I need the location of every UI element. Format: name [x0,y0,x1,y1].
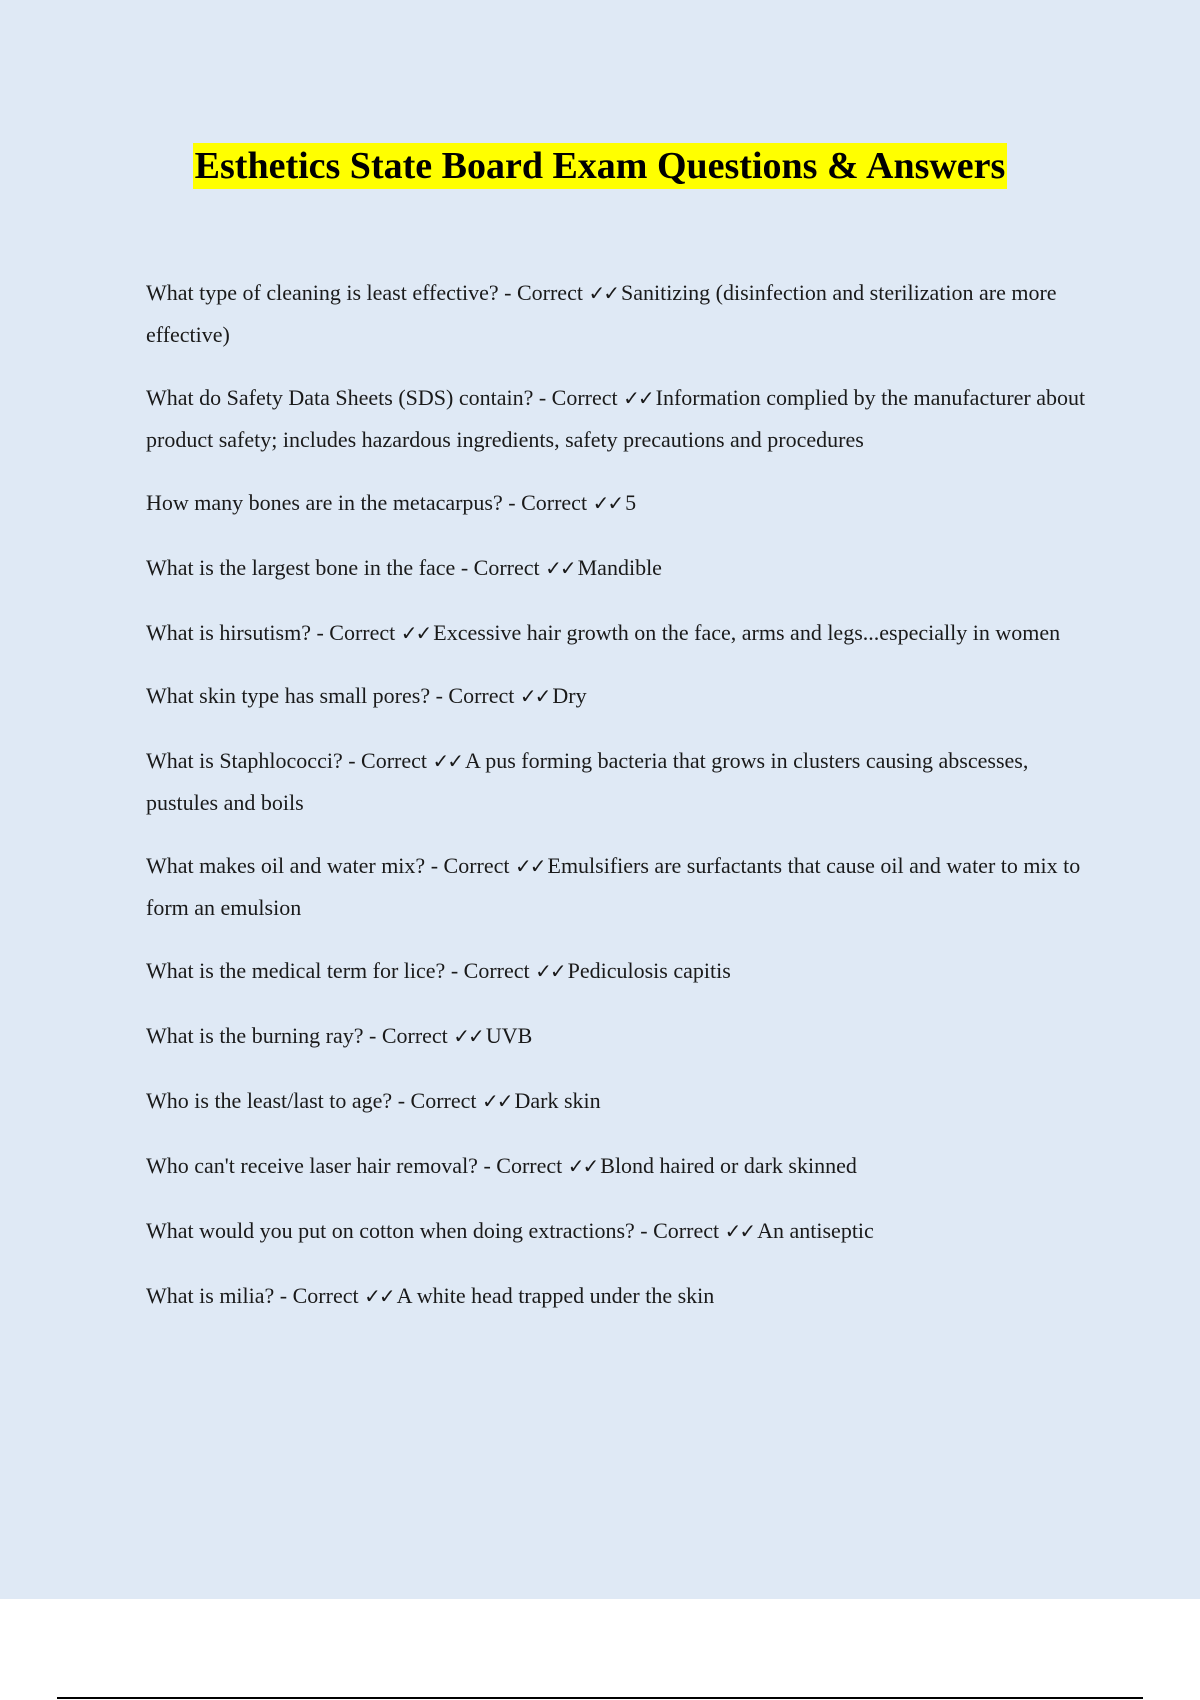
double-check-icon: ✓✓ [623,386,653,410]
question-text: Who is the least/last to age? [146,1088,393,1113]
qa-item [146,1275,1086,1317]
correct-label: - Correct [348,748,428,773]
correct-label: - Correct [508,490,588,515]
correct-label: - Correct [450,958,530,983]
double-check-icon: ✓✓ [535,959,565,983]
double-check-icon: ✓✓ [592,491,623,515]
question-text: What is milia? [146,1283,275,1308]
qa-item [146,950,1086,992]
qa-item [146,1145,1086,1187]
question-text: What type of cleaning is least effective? [146,280,499,305]
double-check-icon: ✓✓ [519,684,550,708]
correct-label: - Correct [369,1023,448,1048]
qa-list [146,272,1086,1340]
correct-label: - Correct [640,1218,720,1243]
correct-label: - Correct [538,385,618,410]
correct-label: - Correct [483,1153,563,1178]
qa-item [146,740,1086,824]
answer-text: Blond haired or dark skinned [600,1153,857,1178]
answer-text: 5 [625,490,637,515]
question-text: What is the largest bone in the face [146,555,456,580]
qa-item [146,845,1086,929]
qa-item [146,272,1086,356]
double-check-icon: ✓✓ [545,556,575,580]
question-text: What is the burning ray? [146,1023,364,1048]
answer-text: Mandible [577,555,662,580]
answer-text: Emulsifiers are surfactants that cause oil and water to mix to form an emulsion [146,853,1081,920]
double-check-icon: ✓✓ [364,1284,394,1308]
question-text: What is Staphlococci? [146,748,343,773]
question-text: What makes oil and water mix? [146,853,426,878]
correct-label: - Correct [460,555,540,580]
qa-item [146,675,1086,717]
answer-text: Pediculosis capitis [567,958,731,983]
correct-label: - Correct [504,280,583,305]
answer-text: A white head trapped under the skin [396,1283,715,1308]
answer-text: UVB [485,1023,533,1048]
question-text: What would you put on cotton when doing extractions? [146,1218,635,1243]
answer-text: Excessive hair growth on the face, arms and legs...especially in women [433,620,1061,645]
correct-label: - Correct [430,853,510,878]
qa-item [146,482,1086,524]
qa-item [146,612,1086,654]
correct-label: - Correct [279,1283,359,1308]
correct-label: - Correct [397,1088,477,1113]
answer-text: Sanitizing (disinfection and sterilization are more effective) [146,280,1057,347]
answer-text: An antiseptic [757,1218,874,1243]
question-text: What is hirsutism? [146,620,311,645]
qa-item [146,547,1086,589]
correct-label: - Correct [316,620,396,645]
double-check-icon: ✓✓ [432,749,463,773]
question-text: What do Safety Data Sheets (SDS) contain? [146,385,534,410]
title-container [0,143,1200,189]
question-text: What is the medical term for lice? [146,958,446,983]
answer-text: A pus forming bacteria that grows in clusters causing abscesses, pustules and boils [146,748,1029,815]
question-text: What skin type has small pores? [146,683,431,708]
double-check-icon: ✓✓ [724,1219,755,1243]
footer-divider [57,1697,1143,1699]
double-check-icon: ✓✓ [567,1154,598,1178]
qa-item [146,1080,1086,1122]
question-text: How many bones are in the metacarpus? [146,490,503,515]
correct-label: - Correct [435,683,515,708]
qa-item [146,377,1086,461]
answer-text: Dry [552,683,587,708]
document-title: Esthetics State Board Exam Questions & Answers [194,145,1006,187]
qa-item [146,1015,1086,1057]
qa-item [146,1210,1086,1252]
double-check-icon: ✓✓ [400,621,431,645]
answer-text: Dark skin [514,1088,601,1113]
double-check-icon: ✓✓ [482,1089,512,1113]
double-check-icon: ✓✓ [514,854,545,878]
double-check-icon: ✓✓ [588,281,618,305]
double-check-icon: ✓✓ [453,1024,483,1048]
question-text: Who can't receive laser hair removal? [146,1153,478,1178]
answer-text: Information complied by the manufacturer about product safety; includes hazardous ingredients, safety precautions and procedures [146,385,1086,452]
